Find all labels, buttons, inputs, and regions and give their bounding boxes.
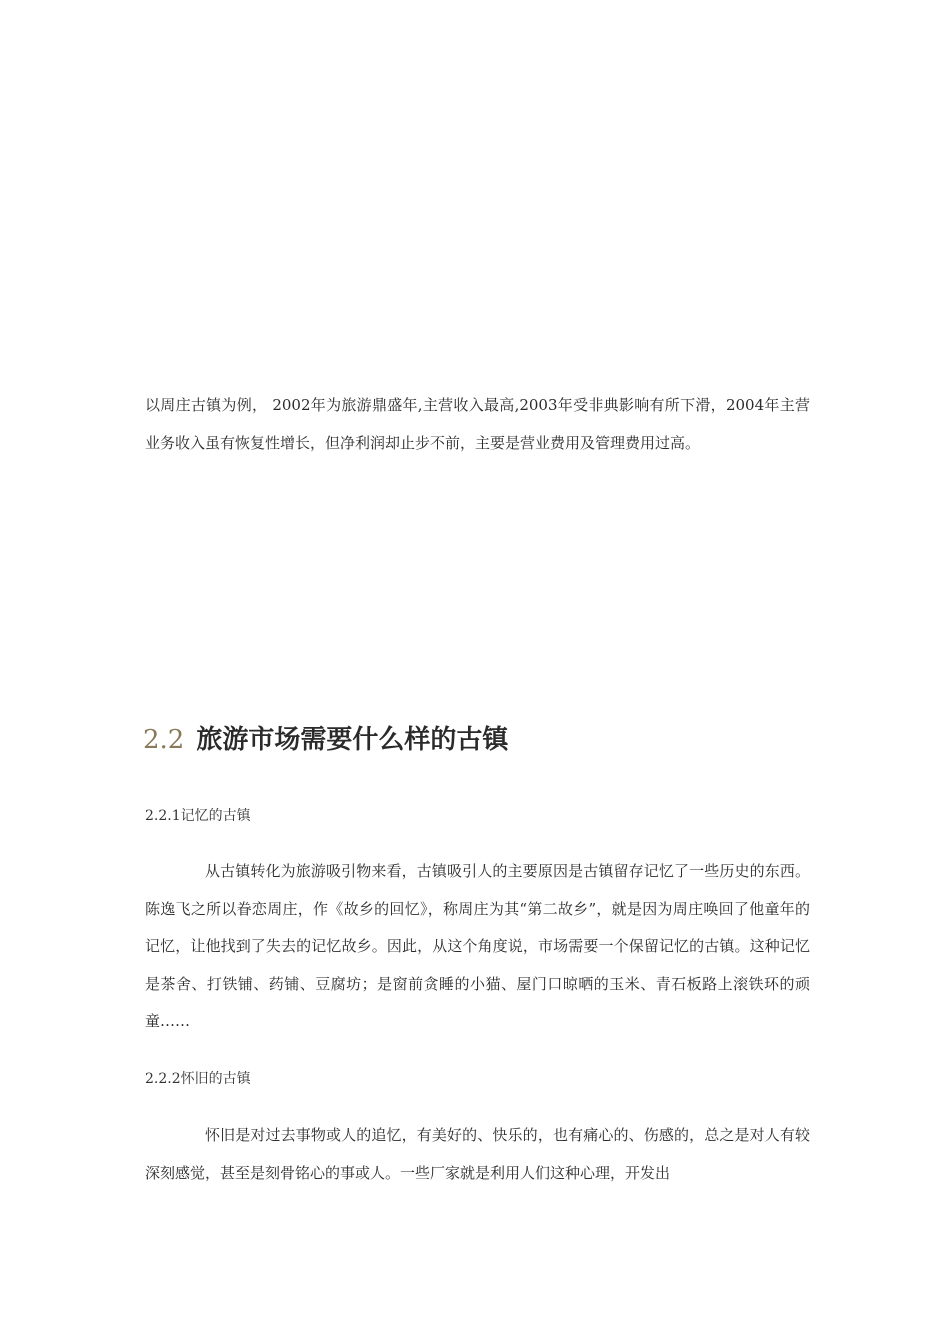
intro-paragraph: 以周庄古镇为例， 2002年为旅游鼎盛年,主营收入最高,2003年受非典影响有所下滑，2004年主营业务收入虽有恢复性增长，但净利润却止步不前，主要是营业费用及管理费用过高。 (145, 396, 810, 452)
section-title: 旅游市场需要什么样的古镇 (196, 725, 509, 755)
subsection-heading-memory: 2.2.1记忆的古镇 (145, 808, 251, 824)
subsection-body-memory: 从古镇转化为旅游吸引物来看，古镇吸引人的主要原因是古镇留存记忆了一些历史的东西。陈逸飞之所以眷恋周庄，作《故乡的回忆》，称周庄为其“第二故乡”，就是因为周庄唤回了他童年的记忆，让他找到了失去的记忆故乡。因此，从这个角度说，市场需要一个保留记忆的古镇。这种记忆是茶舍、打铁铺、药铺、豆腐坊；是窗前贪睡的小猫、屋门口晾晒的玉米、青石板路上滚铁环的顽童…… (145, 862, 810, 1030)
subsection-body-nostalgia: 怀旧是对过去事物或人的追忆，有美好的、快乐的，也有痛心的、伤感的，总之是对人有较深刻感觉，甚至是刻骨铭心的事或人。一些厂家就是利用人们这种心理，开发出 (145, 1126, 810, 1182)
section-number: 2.2 (143, 725, 185, 755)
section-heading (143, 718, 508, 762)
subsection-heading-nostalgia: 2.2.2怀旧的古镇 (145, 1071, 251, 1087)
